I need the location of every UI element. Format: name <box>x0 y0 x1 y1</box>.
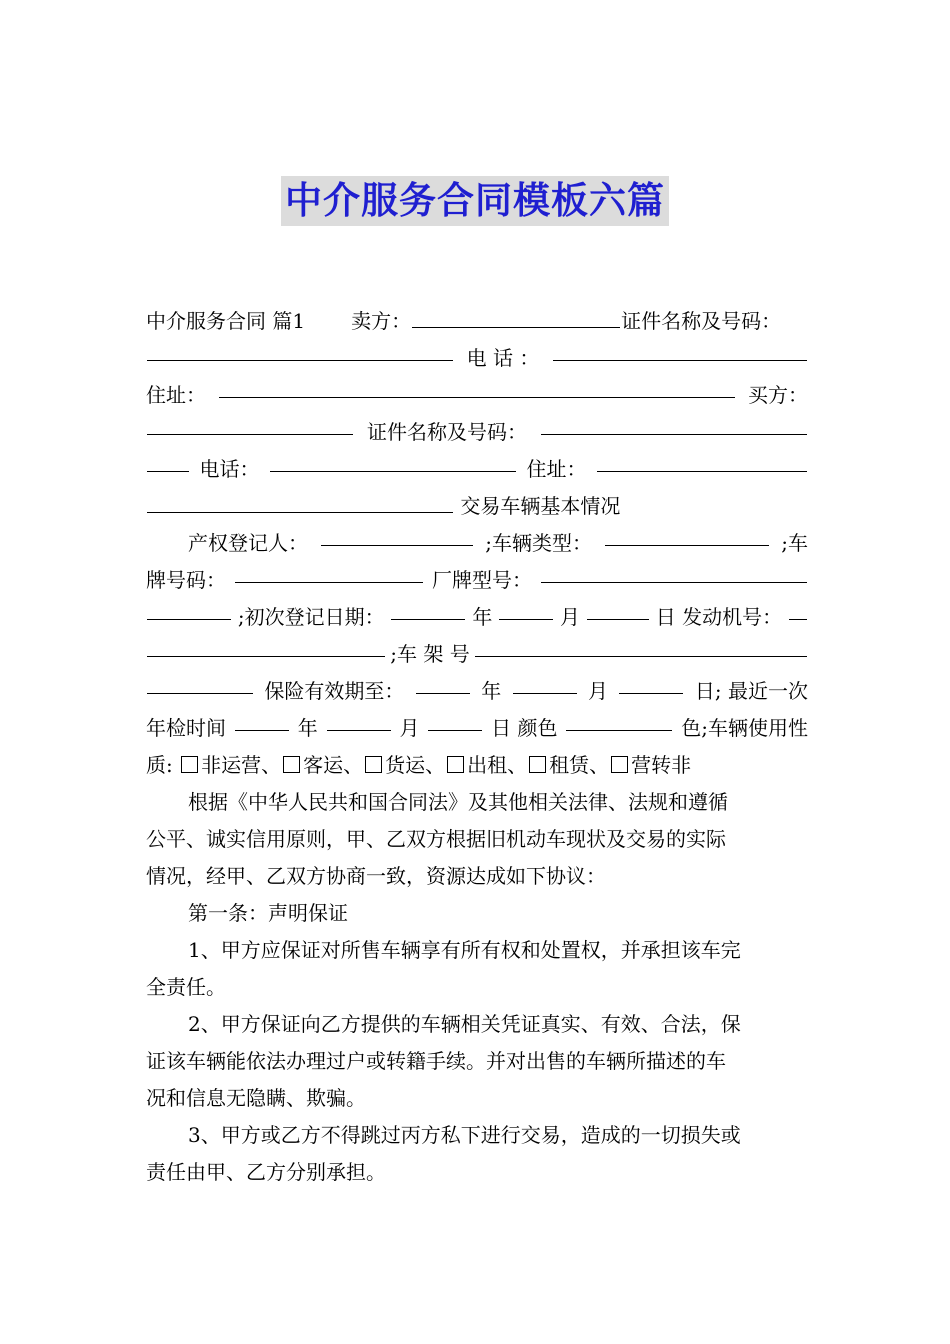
form-line-13 <box>146 747 808 784</box>
form-line-7 <box>146 525 808 562</box>
owner-label: 产权登记人： <box>188 531 308 555</box>
owner-blank[interactable] <box>321 525 473 546</box>
inspection-day-blank[interactable] <box>428 710 482 731</box>
option-label: 出租、 <box>467 753 528 777</box>
first-reg-month-blank[interactable] <box>499 599 553 620</box>
year-label: 年 <box>297 716 318 740</box>
seller-id-label: 证件名称及号码： <box>621 309 782 333</box>
year-label: 年 <box>472 605 493 629</box>
buyer-id-blank[interactable] <box>541 414 807 435</box>
document-title: 中介服务合同模板六篇 <box>281 176 669 226</box>
checkbox-passenger[interactable] <box>283 756 300 773</box>
clause-line: 责任由甲、乙方分别承担。 <box>146 1160 386 1184</box>
plate-label-start: ;车 <box>781 531 808 555</box>
clause-line: 2、甲方保证向乙方提供的车辆相关凭证真实、有效、合法，保 <box>188 1012 741 1036</box>
insurance-year-blank[interactable] <box>416 673 470 694</box>
vehicle-section-heading: 交易车辆基本情况 <box>460 494 621 518</box>
clause-line: 3、甲方或乙方不得跳过丙方私下进行交易，造成的一切损失或 <box>188 1123 741 1147</box>
form-line-3 <box>146 377 808 414</box>
model-label: 厂牌型号： <box>432 568 532 592</box>
vehicle-type-blank[interactable] <box>605 525 769 546</box>
buyer-phone-label: 电话： <box>199 457 260 481</box>
buyer-id-label: 证件名称及号码： <box>367 420 527 444</box>
form-line-11 <box>146 673 808 710</box>
buyer-phone-blank[interactable] <box>270 451 516 472</box>
plate-blank[interactable] <box>235 562 423 583</box>
first-reg-label: ;初次登记日期： <box>237 605 385 629</box>
buyer-address-blank[interactable] <box>597 451 807 472</box>
inspection-label: 年检时间 <box>146 716 226 740</box>
clause-line: 1、甲方应保证对所售车辆享有所有权和处置权，并承担该车完 <box>188 938 741 962</box>
first-reg-day-blank[interactable] <box>587 599 649 620</box>
option-label: 非运营、 <box>201 753 282 777</box>
buyer-label: 买方： <box>748 383 808 407</box>
seller-id-blank[interactable] <box>147 340 453 361</box>
option-label: 营转非 <box>631 753 692 777</box>
seller-phone-label: 电 话 ： <box>466 346 540 370</box>
option-label: 货运、 <box>385 753 446 777</box>
checkbox-converted[interactable] <box>611 756 628 773</box>
form-line-2 <box>146 340 808 377</box>
vehicle-type-label: ;车辆类型： <box>485 531 592 555</box>
vin-blank-cont[interactable] <box>147 673 253 694</box>
clause-line: 全责任。 <box>146 975 226 999</box>
year-label: 年 <box>481 679 502 703</box>
buyer-blank[interactable] <box>147 414 353 435</box>
form-line-9 <box>146 599 808 636</box>
title-wrap <box>0 176 950 226</box>
checkbox-rental[interactable] <box>529 756 546 773</box>
paragraph-line: 公平、诚实信用原则，甲、乙双方根据旧机动车现状及交易的实际 <box>146 827 726 851</box>
option-label: 租赁、 <box>549 753 610 777</box>
form-line-1 <box>146 303 808 340</box>
buyer-address-blank-cont[interactable] <box>147 492 453 513</box>
form-line-4 <box>146 414 808 451</box>
seller-phone-blank[interactable] <box>553 340 807 361</box>
clause-line: 况和信息无隐瞒、欺骗。 <box>146 1086 366 1110</box>
form-line-8 <box>146 562 808 599</box>
color-label: 日 颜色 <box>491 716 558 740</box>
insurance-label: 保险有效期至： <box>264 679 405 703</box>
first-reg-year-blank[interactable] <box>391 599 465 620</box>
option-label: 客运、 <box>303 753 364 777</box>
seller-blank[interactable] <box>412 307 620 328</box>
paragraph-line: 情况，经甲、乙双方协商一致，资源达成如下协议： <box>146 864 606 888</box>
form-line-5 <box>146 451 808 488</box>
model-blank-cont[interactable] <box>147 599 231 620</box>
clause-line: 证该车辆能依法办理过户或转籍手续。并对出售的车辆所描述的车 <box>146 1049 726 1073</box>
insurance-month-blank[interactable] <box>513 673 577 694</box>
month-label: 月 <box>560 605 581 629</box>
insurance-day-blank[interactable] <box>619 673 683 694</box>
month-label: 月 <box>399 716 420 740</box>
last-inspection-label: 日; 最近一次 <box>694 679 808 703</box>
vin-blank[interactable] <box>475 636 807 657</box>
seller-address-blank[interactable] <box>219 377 735 398</box>
buyer-id-blank-cont[interactable] <box>147 451 189 472</box>
checkbox-freight[interactable] <box>365 756 382 773</box>
model-blank[interactable] <box>541 562 807 583</box>
checkbox-taxi[interactable] <box>447 756 464 773</box>
inspection-year-blank[interactable] <box>235 710 289 731</box>
form-line-10 <box>146 636 808 673</box>
form-line-12 <box>146 710 808 747</box>
usage-label-end: 质: <box>146 753 173 777</box>
form-line-6 <box>146 488 808 525</box>
month-label: 月 <box>588 679 609 703</box>
color-blank[interactable] <box>566 710 672 731</box>
contract-heading: 中介服务合同 篇1 <box>146 309 306 333</box>
checkbox-non-operating[interactable] <box>181 756 198 773</box>
seller-address-label: 住址： <box>146 383 206 407</box>
engine-label: 日 发动机号： <box>655 605 783 629</box>
inspection-month-blank[interactable] <box>327 710 391 731</box>
buyer-address-label: 住址： <box>526 457 587 481</box>
plate-label-end: 牌号码： <box>146 568 226 592</box>
paragraph-line: 根据《中华人民共和国合同法》及其他相关法律、法规和遵循 <box>188 790 728 814</box>
contract-body <box>146 303 808 1191</box>
usage-label: 色;车辆使用性 <box>681 716 808 740</box>
engine-blank[interactable] <box>789 599 807 620</box>
seller-label: 卖方： <box>351 309 412 333</box>
engine-blank-cont[interactable] <box>147 636 385 657</box>
vin-label: ;车 架 号 <box>390 642 470 666</box>
article-heading: 第一条：声明保证 <box>188 901 348 925</box>
